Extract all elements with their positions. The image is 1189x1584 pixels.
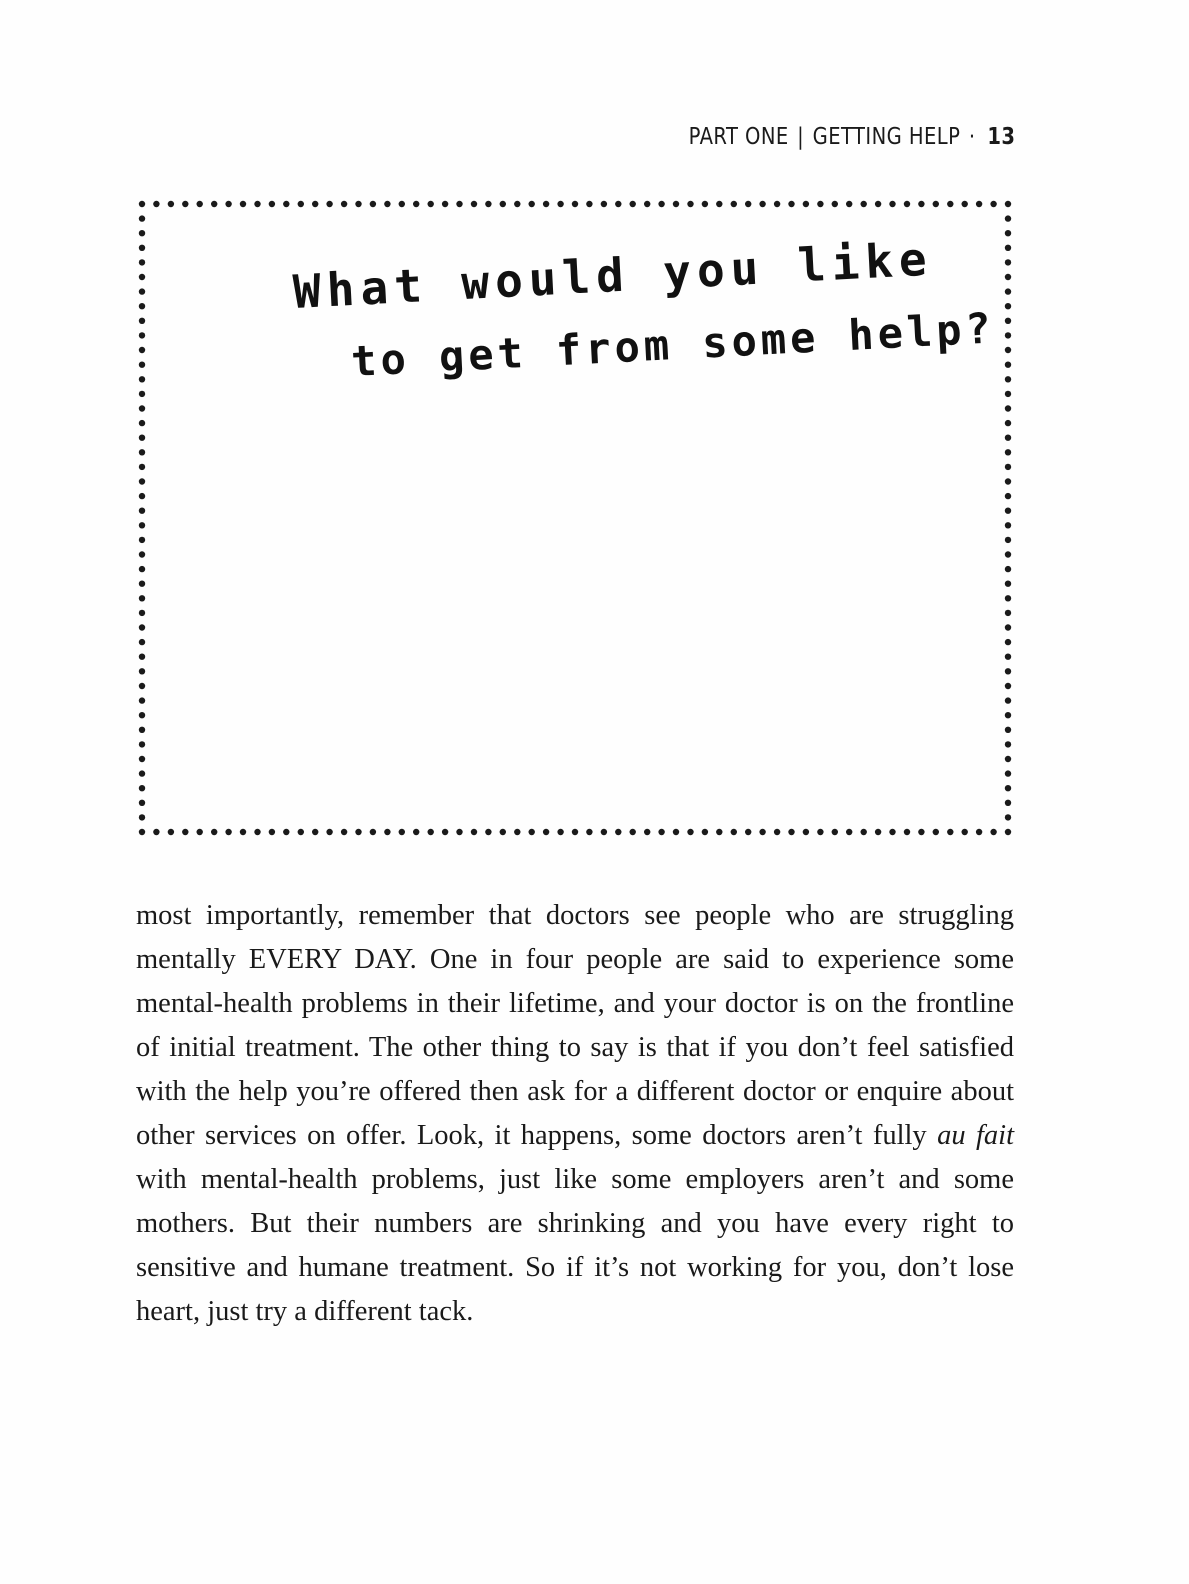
italic-phrase: au fait [937, 1120, 1014, 1151]
body-text-part-1: most importantly, remember that doctors see people who are struggling mentally EVERY DAY. One in four people are said to experience some mental-health problems in their lifetime, and your doctor is on the frontline of initial treatment. The other thing to say is that if you don’t feel satisfied with the help you’re offered then ask for a different doctor or enquire about other services on offer. Look, it happens, some doctors aren’t fully [136, 900, 1014, 1151]
divider: | [796, 124, 804, 150]
page-number: 13 [986, 124, 1015, 150]
running-head [688, 124, 1015, 150]
bullet: · [968, 124, 976, 150]
part-label: PART ONE [688, 124, 789, 150]
writing-prompt-box [138, 200, 1012, 836]
handwritten-prompt [138, 200, 1012, 836]
body-text-part-2: with mental-health problems, just like some employers aren’t and some mothers. But their numbers are shrinking and you have every right to sensitive and humane treatment. So if it’s not working for you, don’t lose heart, just try a different tack. [136, 1164, 1014, 1327]
section-label: GETTING HELP [812, 124, 960, 150]
body-paragraph [136, 894, 1014, 1334]
handwritten-line-2: to get from some help? [349, 303, 996, 386]
handwritten-line-1: What would you like [291, 231, 934, 319]
